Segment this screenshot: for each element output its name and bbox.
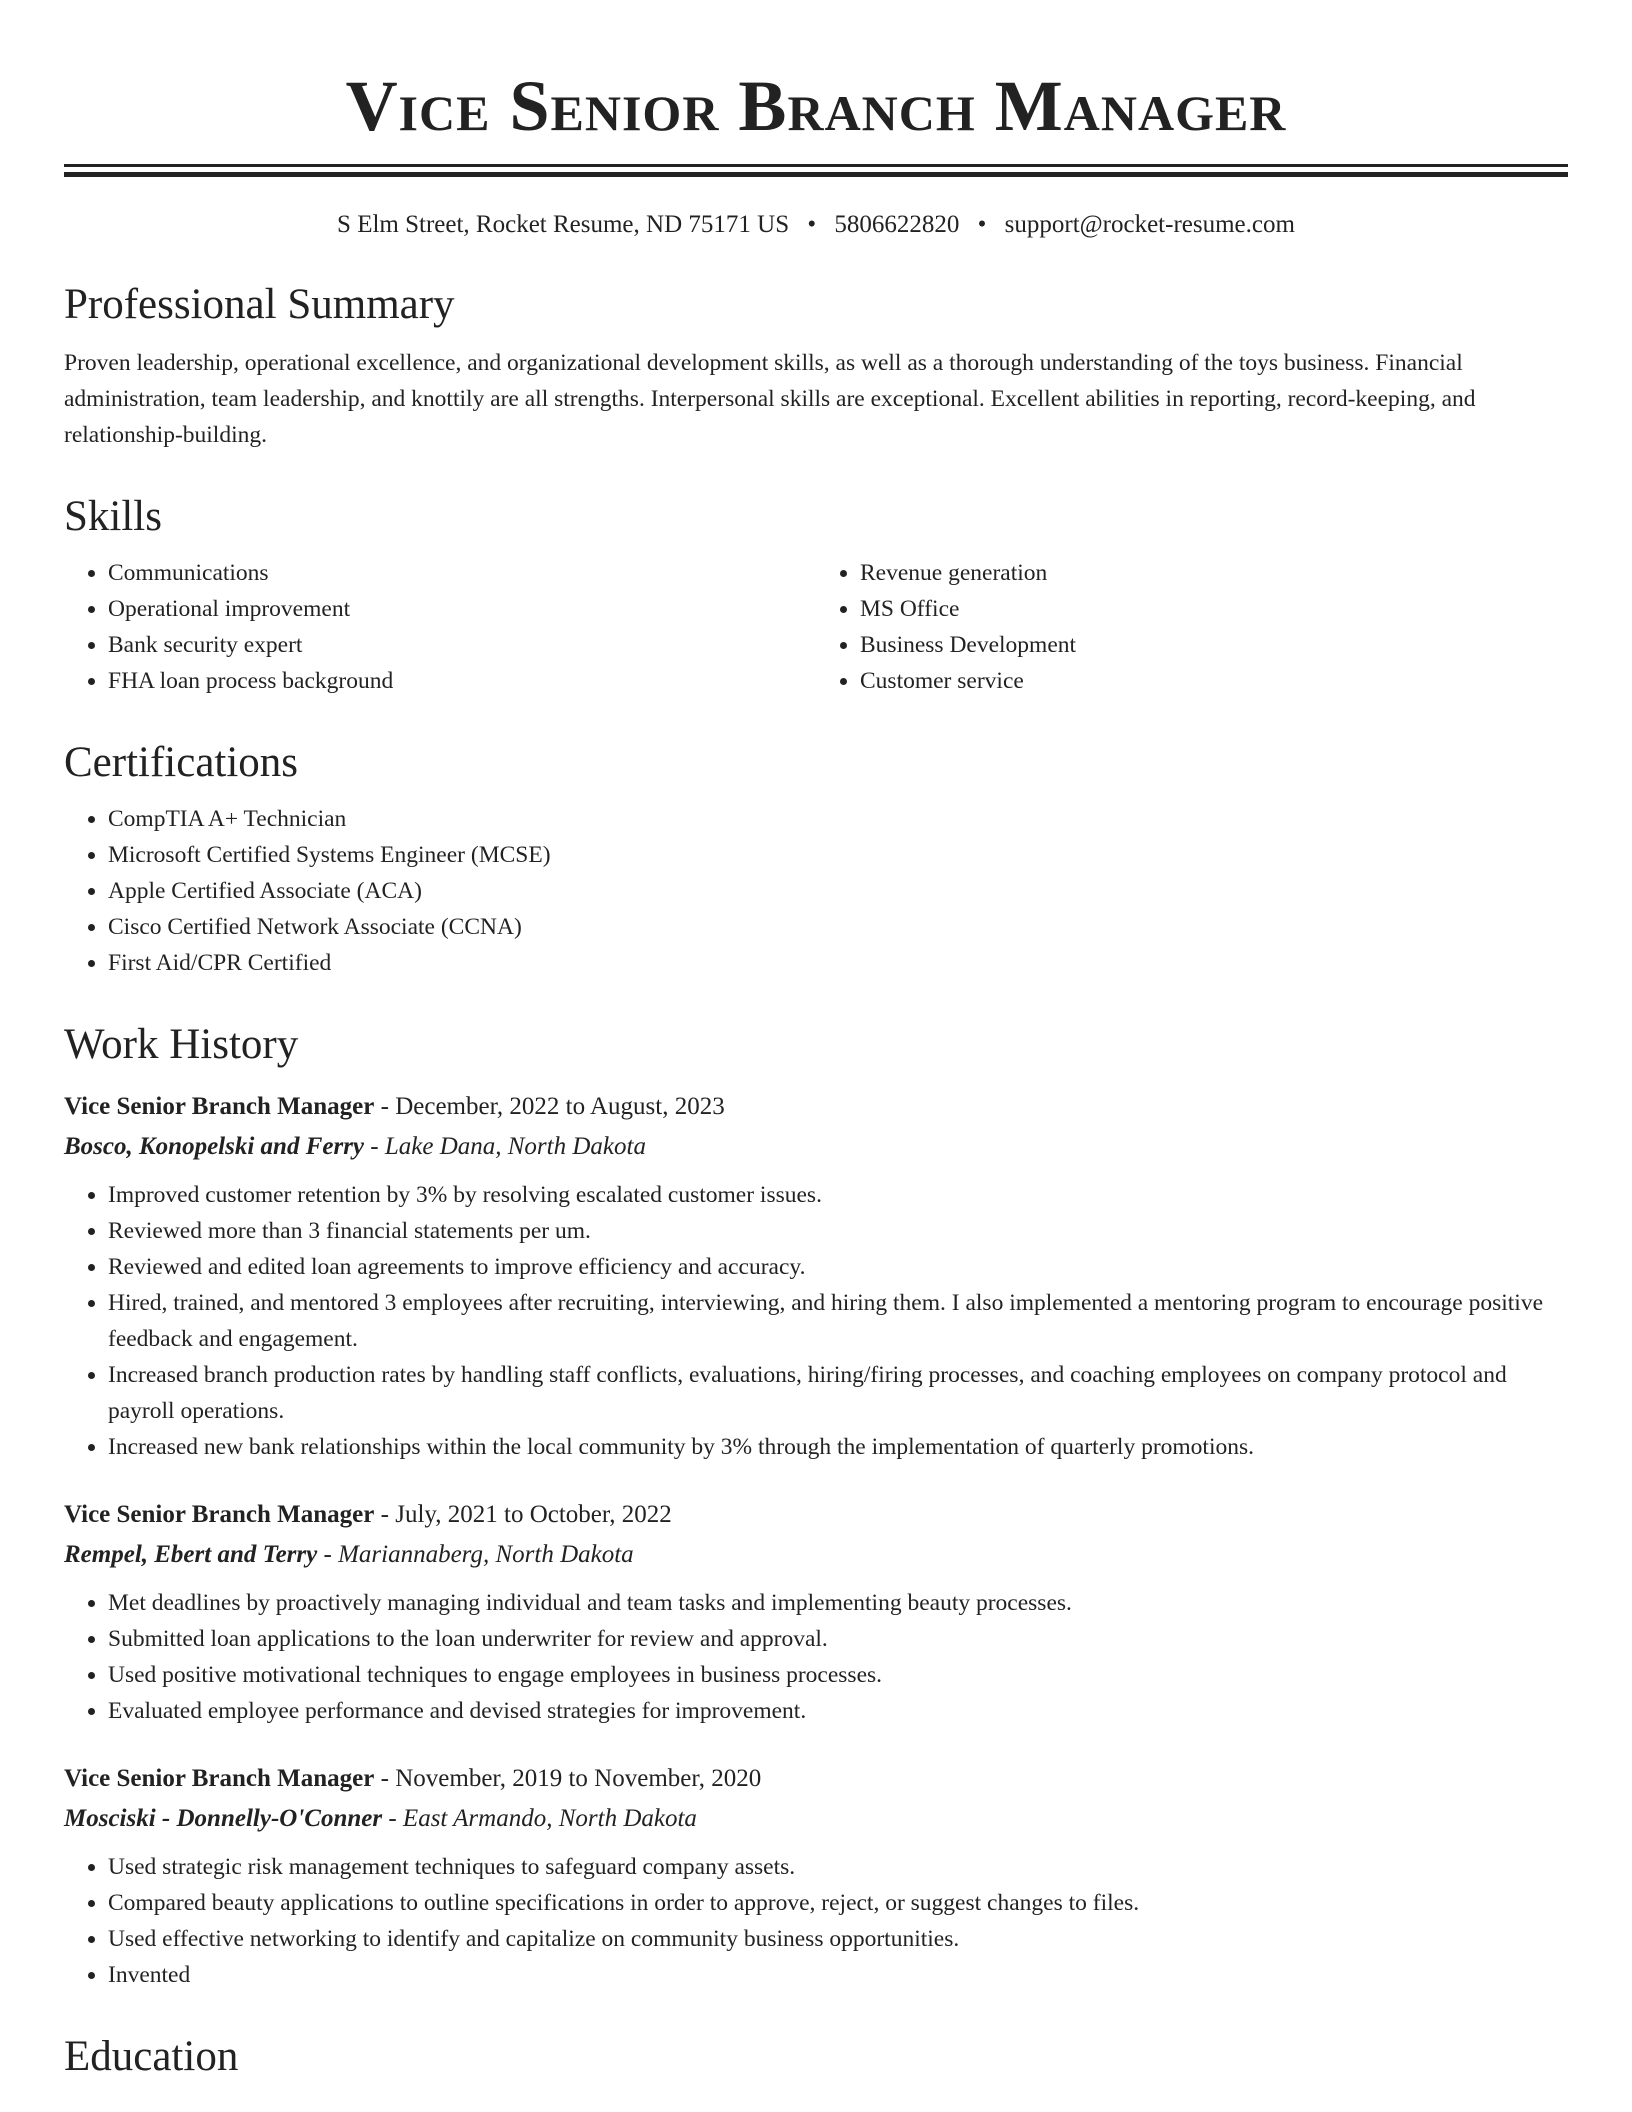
job-bullet: • Used effective networking to identify and capitalize on community business opportunities. (108, 1921, 1568, 1957)
summary-heading: Professional Summary (64, 281, 455, 328)
work-history-heading: Work History (64, 1021, 299, 1068)
education-heading: Education (64, 2033, 239, 2080)
skill-item: • Business Development (860, 627, 1568, 663)
certification-item: • First Aid/CPR Certified (108, 945, 1568, 981)
job-bullets (64, 1177, 1568, 1465)
job-bullet: • Invented (108, 1957, 1568, 1993)
job-company: Rempel, Ebert and Terry (64, 1541, 318, 1568)
job-bullet: • Hired, trained, and mentored 3 employees after recruiting, interviewing, and hiring them. I also implemented a mentoring program to encourage positive feedback and engagement. (108, 1285, 1568, 1357)
job-title-line (64, 1087, 1568, 1127)
job-title: Vice Senior Branch Manager (64, 1501, 375, 1528)
certification-item: • Microsoft Certified Systems Engineer (MCSE) (108, 837, 1568, 873)
contact-email: support@rocket-resume.com (1004, 211, 1295, 238)
skills-list-left (64, 555, 816, 699)
job-title-line (64, 1495, 1568, 1535)
job-bullet: • Met deadlines by proactively managing individual and team tasks and implementing beauty processes. (108, 1585, 1568, 1621)
certifications-heading: Certifications (64, 739, 299, 786)
skill-item: • Communications (108, 555, 816, 591)
certification-item: • CompTIA A+ Technician (108, 801, 1568, 837)
job-title-line (64, 1759, 1568, 1799)
skill-item: • MS Office (860, 591, 1568, 627)
job-dash: - (374, 1501, 396, 1528)
job-dates: November, 2019 to November, 2020 (395, 1765, 762, 1792)
certification-item: • Cisco Certified Network Associate (CCNA) (108, 909, 1568, 945)
job-bullet: • Reviewed and edited loan agreements to improve efficiency and accuracy. (108, 1249, 1568, 1285)
certification-item: • Apple Certified Associate (ACA) (108, 873, 1568, 909)
job-bullet: • Improved customer retention by 3% by resolving escalated customer issues. (108, 1177, 1568, 1213)
job-dates: December, 2022 to August, 2023 (395, 1093, 725, 1120)
skill-item: • Bank security expert (108, 627, 816, 663)
job-bullet: • Evaluated employee performance and devised strategies for improvement. (108, 1693, 1568, 1729)
job-bullet: • Increased new bank relationships within the local community by 3% through the implementation of quarterly promotions. (108, 1429, 1568, 1465)
job-dash: - (382, 1805, 403, 1832)
job-dash: - (374, 1093, 396, 1120)
contact-phone: 5806622820 (834, 211, 960, 238)
skills-columns (64, 555, 1568, 699)
skills-list-right (816, 555, 1568, 699)
job-entry (64, 1759, 1568, 1993)
skills-heading: Skills (64, 493, 162, 540)
job-company: Mosciski - Donnelly-O'Conner (64, 1805, 383, 1832)
resume-page (64, 0, 1568, 2083)
job-bullets (64, 1849, 1568, 1993)
job-bullet: • Used positive motivational techniques to engage employees in business processes. (108, 1657, 1568, 1693)
title-rule-bottom (64, 172, 1568, 177)
job-title: Vice Senior Branch Manager (64, 1765, 375, 1792)
job-location: Mariannaberg, North Dakota (338, 1541, 634, 1568)
skill-item: • Revenue generation (860, 555, 1568, 591)
job-dash: - (364, 1133, 385, 1160)
job-entry (64, 1087, 1568, 1465)
contact-address: S Elm Street, Rocket Resume, ND 75171 US (337, 211, 790, 238)
skill-item: • Customer service (860, 663, 1568, 699)
job-entry (64, 1495, 1568, 1729)
skill-item: • Operational improvement (108, 591, 816, 627)
contact-separator: • (807, 211, 817, 238)
job-dash: - (374, 1765, 396, 1792)
contact-separator: • (977, 211, 987, 238)
job-bullet: • Compared beauty applications to outline specifications in order to approve, reject, or suggest changes to files. (108, 1885, 1568, 1921)
job-location: Lake Dana, North Dakota (384, 1133, 646, 1160)
certifications-list (64, 801, 1568, 981)
title-rule-top (64, 164, 1568, 167)
job-company-line (64, 1127, 1568, 1167)
summary-text: Proven leadership, operational excellence, and organizational development skills, as well as a thorough understanding of the toys business. Financial administration, team leadership, and knottily are all strengths. Interpersonal skills are exceptional. Excellent abilities in reporting, record-keeping, and relationship-building. (64, 350, 1476, 448)
job-bullet: • Reviewed more than 3 financial statements per um. (108, 1213, 1568, 1249)
job-bullet: • Submitted loan applications to the loan underwriter for review and approval. (108, 1621, 1568, 1657)
job-company-line (64, 1799, 1568, 1839)
skill-item: • FHA loan process background (108, 663, 816, 699)
job-bullet: • Increased branch production rates by handling staff conflicts, evaluations, hiring/firing processes, and coaching employees on company protocol and payroll operations. (108, 1357, 1568, 1429)
job-location: East Armando, North Dakota (402, 1805, 697, 1832)
job-dash: - (317, 1541, 339, 1568)
job-title: Vice Senior Branch Manager (64, 1093, 375, 1120)
job-company: Bosco, Konopelski and Ferry (64, 1133, 365, 1160)
job-dates: July, 2021 to October, 2022 (395, 1501, 672, 1528)
job-bullet: • Used strategic risk management techniques to safeguard company assets. (108, 1849, 1568, 1885)
job-bullets (64, 1585, 1568, 1729)
resume-title: Vice Senior Branch Manager (345, 66, 1287, 146)
job-company-line (64, 1535, 1568, 1575)
contact-line (64, 209, 1568, 241)
